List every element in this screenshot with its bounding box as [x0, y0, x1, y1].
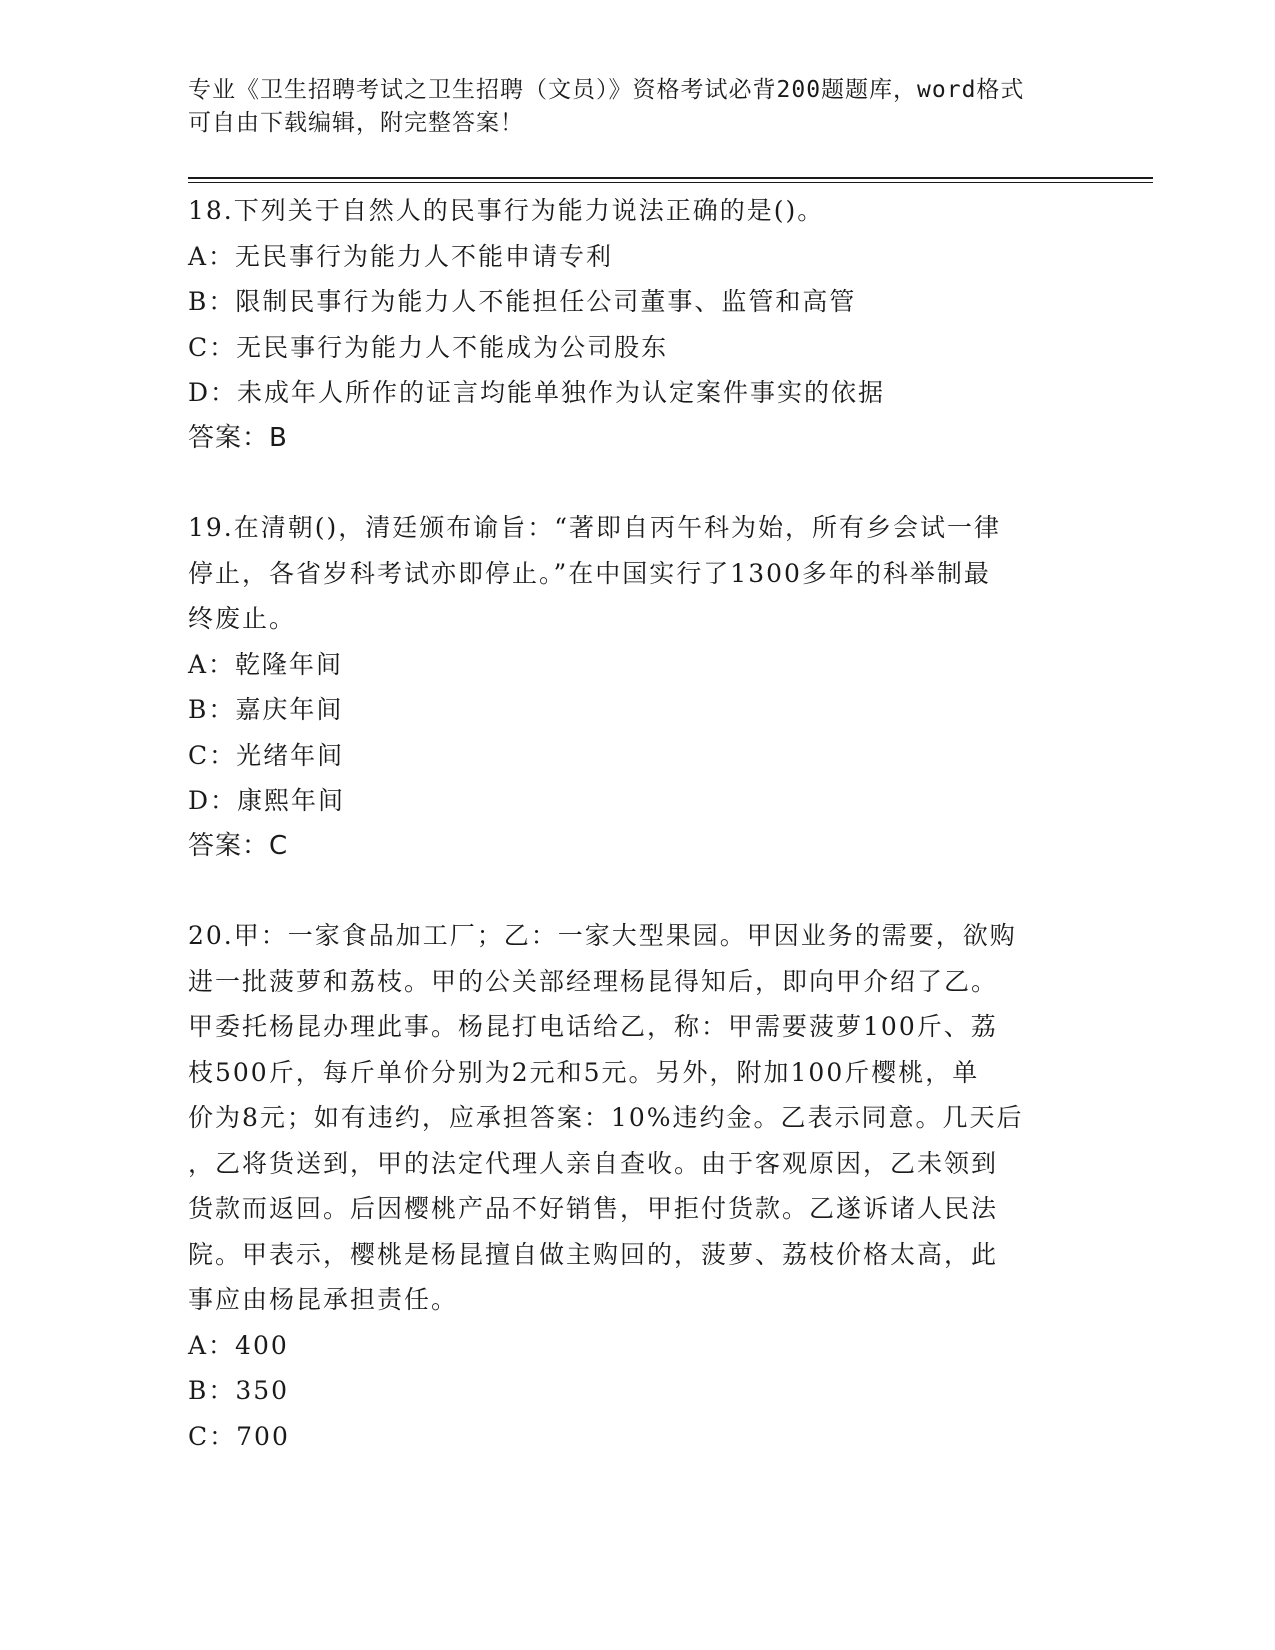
- question-spacer: [188, 461, 1068, 505]
- question-stem-line: 货款而返回。后因樱桃产品不好销售，甲拒付货款。乙遂诉诸人民法: [188, 1194, 999, 1223]
- option-d: D：未成年人所作的证言均能单独作为认定案件事实的依据: [188, 378, 886, 407]
- option-c: C：700: [188, 1421, 290, 1451]
- question-stem-line: 停止，各省岁科考试亦即停止。”在中国实行了1300多年的科举制最: [188, 558, 991, 588]
- option-d: D：康熙年间: [188, 786, 346, 815]
- question-stem-line: 价为8元；如有违约，应承担答案：10%违约金。乙表示同意。几天后: [188, 1103, 1024, 1132]
- option-a: A：乾隆年间: [188, 649, 344, 679]
- answer-label: 答案：C: [188, 830, 289, 861]
- header-title-line-2: 可自由下载编辑，附完整答案！: [188, 110, 524, 136]
- question-stem-line: ，乙将货送到，甲的法定代理人亲自查收。由于客观原因，乙未领到: [188, 1148, 999, 1178]
- question-stem-line: 枝500斤，每斤单价分别为2元和5元。另外，附加100斤樱桃，单: [188, 1057, 980, 1087]
- option-a: A：无民事行为能力人不能申请专利: [188, 241, 614, 271]
- question-18: [188, 188, 1068, 461]
- answer-label: 答案：B: [188, 422, 288, 453]
- question-stem-line: 甲委托杨昆办理此事。杨昆打电话给乙，称：甲需要菠萝100斤、荔: [188, 1012, 998, 1041]
- question-19: [188, 505, 1068, 869]
- question-stem-line: 20.甲：一家食品加工厂；乙：一家大型果园。甲因业务的需要，欲购: [188, 921, 1017, 950]
- question-spacer: [188, 869, 1068, 913]
- option-c: C：光绪年间: [188, 740, 345, 770]
- option-b: B：嘉庆年间: [188, 695, 344, 724]
- question-list: [188, 188, 1068, 1459]
- option-a: A：400: [188, 1330, 289, 1360]
- option-b: B：限制民事行为能力人不能担任公司董事、监管和高管: [188, 287, 857, 316]
- document-header: [188, 74, 1088, 140]
- question-20: [188, 913, 1068, 1459]
- header-title-line-1: 专业《卫生招聘考试之卫生招聘（文员）》资格考试必背200题题库，word格式: [188, 77, 1025, 103]
- question-stem-line: 院。甲表示，樱桃是杨昆擅自做主购回的，菠萝、荔枝价格太高，此: [188, 1239, 999, 1269]
- question-stem-line: 终废止。: [188, 604, 297, 633]
- question-stem-line: 进一批菠萝和荔枝。甲的公关部经理杨昆得知后，即向甲介绍了乙。: [188, 966, 999, 996]
- header-divider-thin: [188, 182, 1153, 183]
- option-c: C：无民事行为能力人不能成为公司股东: [188, 332, 669, 362]
- question-stem: 18.下列关于自然人的民事行为能力说法正确的是()。: [188, 196, 825, 225]
- header-divider-thick: [188, 177, 1153, 179]
- option-b: B：350: [188, 1376, 290, 1405]
- question-stem-line: 19.在清朝()，清廷颁布谕旨：“著即自丙午科为始，所有乡会试一律: [188, 513, 1002, 542]
- question-stem-line: 事应由杨昆承担责任。: [188, 1285, 459, 1314]
